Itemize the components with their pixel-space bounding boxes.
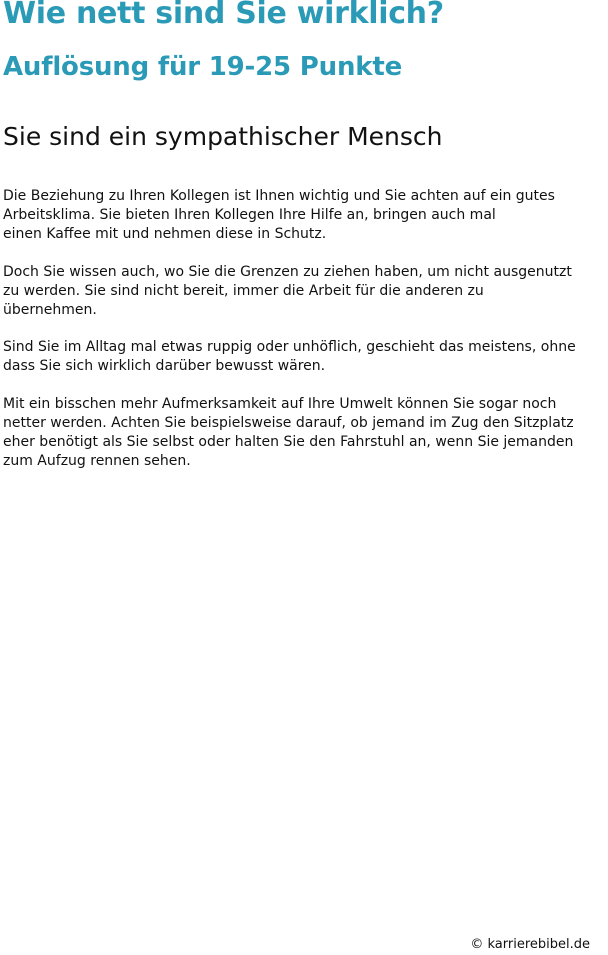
paragraph-2: [3, 263, 606, 321]
result-heading: Sie sind ein sympathischer Mensch: [3, 122, 443, 151]
result-body: [3, 187, 606, 489]
paragraph-line: Arbeitsklima. Sie bieten Ihren Kollegen Ihre Hilfe an, bringen auch mal: [3, 207, 496, 224]
paragraph-1: [3, 187, 606, 245]
paragraph-line: Sind Sie im Alltag mal etwas ruppig oder unhöflich, geschieht das meistens, ohne: [3, 339, 576, 356]
paragraph-3: [3, 338, 606, 376]
paragraph-line: eher benötigt als Sie selbst oder halten Sie den Fahrstuhl an, wenn Sie jemanden: [3, 434, 574, 451]
paragraph-4: [3, 395, 606, 472]
paragraph-line: zu werden. Sie sind nicht bereit, immer die Arbeit für die anderen zu: [3, 282, 484, 299]
paragraph-line: einen Kaffee mit und nehmen diese in Schutz.: [3, 226, 327, 243]
paragraph-line: zum Aufzug rennen sehen.: [3, 453, 191, 470]
paragraph-line: übernehmen.: [3, 302, 97, 319]
copyright-footer: © karrierebibel.de: [470, 937, 590, 952]
paragraph-line: dass Sie sich wirklich darüber bewusst wären.: [3, 358, 326, 375]
paragraph-line: Mit ein bisschen mehr Aufmerksamkeit auf Ihre Umwelt können Sie sogar noch: [3, 395, 557, 412]
page-subtitle: Auflösung für 19-25 Punkte: [3, 52, 403, 82]
paragraph-line: netter werden. Achten Sie beispielsweise darauf, ob jemand im Zug den Sitzplatz: [3, 414, 574, 431]
paragraph-line: Die Beziehung zu Ihren Kollegen ist Ihnen wichtig und Sie achten auf ein gutes: [3, 188, 555, 204]
paragraph-line: Doch Sie wissen auch, wo Sie die Grenzen zu ziehen haben, um nicht ausgenutzt: [3, 263, 572, 280]
page-title: Wie nett sind Sie wirklich?: [3, 0, 444, 31]
